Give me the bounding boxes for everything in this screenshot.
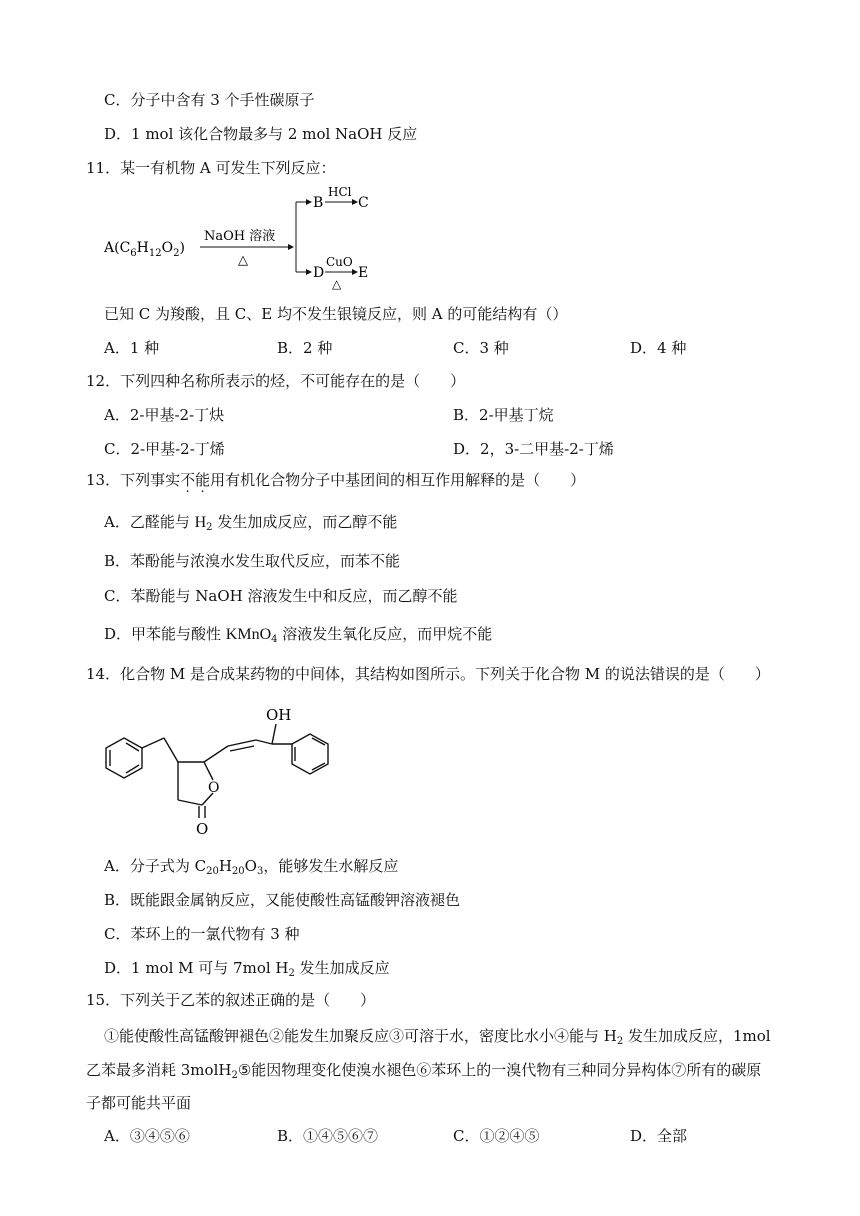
- q14-option-d: D．1 mol M 可与 7mol $H_2$ 发生加成反应: [104, 959, 390, 979]
- q14-option-a: A．分子式为 $C_{20}H_{20}O_3$，能够发生水解反应: [104, 857, 399, 877]
- q11-label-d: D: [313, 265, 325, 281]
- q10-option-d: D．1 mol 该化合物最多与 2 mol NaOH 反应: [104, 125, 418, 143]
- q14-label-oh: OH: [266, 706, 292, 724]
- q11-reagent-hcl: HCl: [328, 185, 352, 199]
- q13-option-b: B．苯酚能与浓溴水发生取代反应，而苯不能: [104, 552, 401, 570]
- q11-heat-2: △: [332, 277, 342, 291]
- q11-reactant: $A(C_6H_{12}O_2)$: [104, 240, 185, 259]
- q11-reagent-naoh: NaOH 溶液: [204, 229, 276, 244]
- q11-label-b: B: [313, 195, 324, 211]
- q12-option-a: A．2-甲基-2-丁炔: [104, 406, 225, 424]
- q13-option-d: D．甲苯能与酸性 KMnO$_4$ 溶液发生氧化反应，而甲烷不能: [104, 625, 493, 645]
- q14-option-b: B．既能跟金属钠反应，又能使酸性高锰酸钾溶液褪色: [104, 891, 461, 909]
- q14-stem: 14．化合物 M 是合成某药物的中间体，其结构如图所示。下列关于化合物 M 的说法错误的是（ ）: [86, 665, 770, 683]
- q15-stem: 15．下列关于乙苯的叙述正确的是（ ）: [86, 991, 376, 1009]
- q13-stem: 13．下列事实不能用有机化合物分子中基团间的相互作用解释的是（ ）: [86, 471, 586, 489]
- q15-body-line-2: 乙苯最多消耗 3molH$_2$⑤能因物理变化使溴水褪色⑥苯环上的一溴代物有三种同分异构体⑦所有的碳原: [86, 1061, 762, 1081]
- q13-option-a: A．乙醛能与 $H_2$ 发生加成反应，而乙醇不能: [104, 513, 398, 533]
- q15-body-line-3: 子都可能共平面: [86, 1094, 192, 1112]
- q11-label-e: E: [358, 265, 369, 281]
- q13-option-c: C．苯酚能与 NaOH 溶液发生中和反应，而乙醇不能: [104, 587, 458, 605]
- q11-option-b: B．2 种: [277, 339, 333, 357]
- q11-stem: 11．某一有机物 A 可发生下列反应：: [86, 159, 336, 177]
- q12-option-d: D．2，3-二甲基-2-丁烯: [453, 440, 614, 458]
- q11-reaction-scheme: [96, 184, 396, 296]
- q11-condition: 已知 C 为羧酸，且 C、E 均不发生银镜反应，则 A 的可能结构有（）: [104, 305, 568, 323]
- q15-option-b: B．①④⑤⑥⑦: [277, 1127, 379, 1145]
- q15-option-c: C．①②④⑤: [453, 1127, 540, 1145]
- q11-option-d: D．4 种: [630, 339, 687, 357]
- q15-option-a: A．③④⑤⑥: [104, 1127, 190, 1145]
- q10-option-c: C．分子中含有 3 个手性碳原子: [104, 91, 315, 109]
- q13-emphasis-2: 能: [195, 471, 211, 489]
- q15-body-line-1: ①能使酸性高锰酸钾褪色②能发生加聚反应③可溶于水，密度比水小④能与 $H_2$ 发生加成反应，1mol: [104, 1027, 771, 1047]
- q11-option-a: A．1 种: [104, 339, 160, 357]
- q11-heat-1: △: [238, 253, 248, 268]
- q12-option-c: C．2-甲基-2-丁烯: [104, 440, 225, 458]
- q14-label-ring-o: O: [208, 780, 220, 796]
- q12-option-b: B．2-甲基丁烷: [453, 406, 554, 424]
- q13-emphasis-1: 不: [180, 471, 196, 489]
- q12-stem: 12．下列四种名称所表示的烃，不可能存在的是（ ）: [86, 372, 466, 390]
- q15-option-d: D．全部: [630, 1127, 688, 1145]
- q11-reagent-cuo: CuO: [326, 255, 353, 269]
- q11-label-c: C: [358, 195, 369, 211]
- q11-option-c: C．3 种: [453, 339, 509, 357]
- q14-label-carbonyl-o: O: [196, 820, 209, 838]
- q14-structure-diagram: [96, 700, 356, 850]
- q14-option-c: C．苯环上的一氯代物有 3 种: [104, 925, 300, 943]
